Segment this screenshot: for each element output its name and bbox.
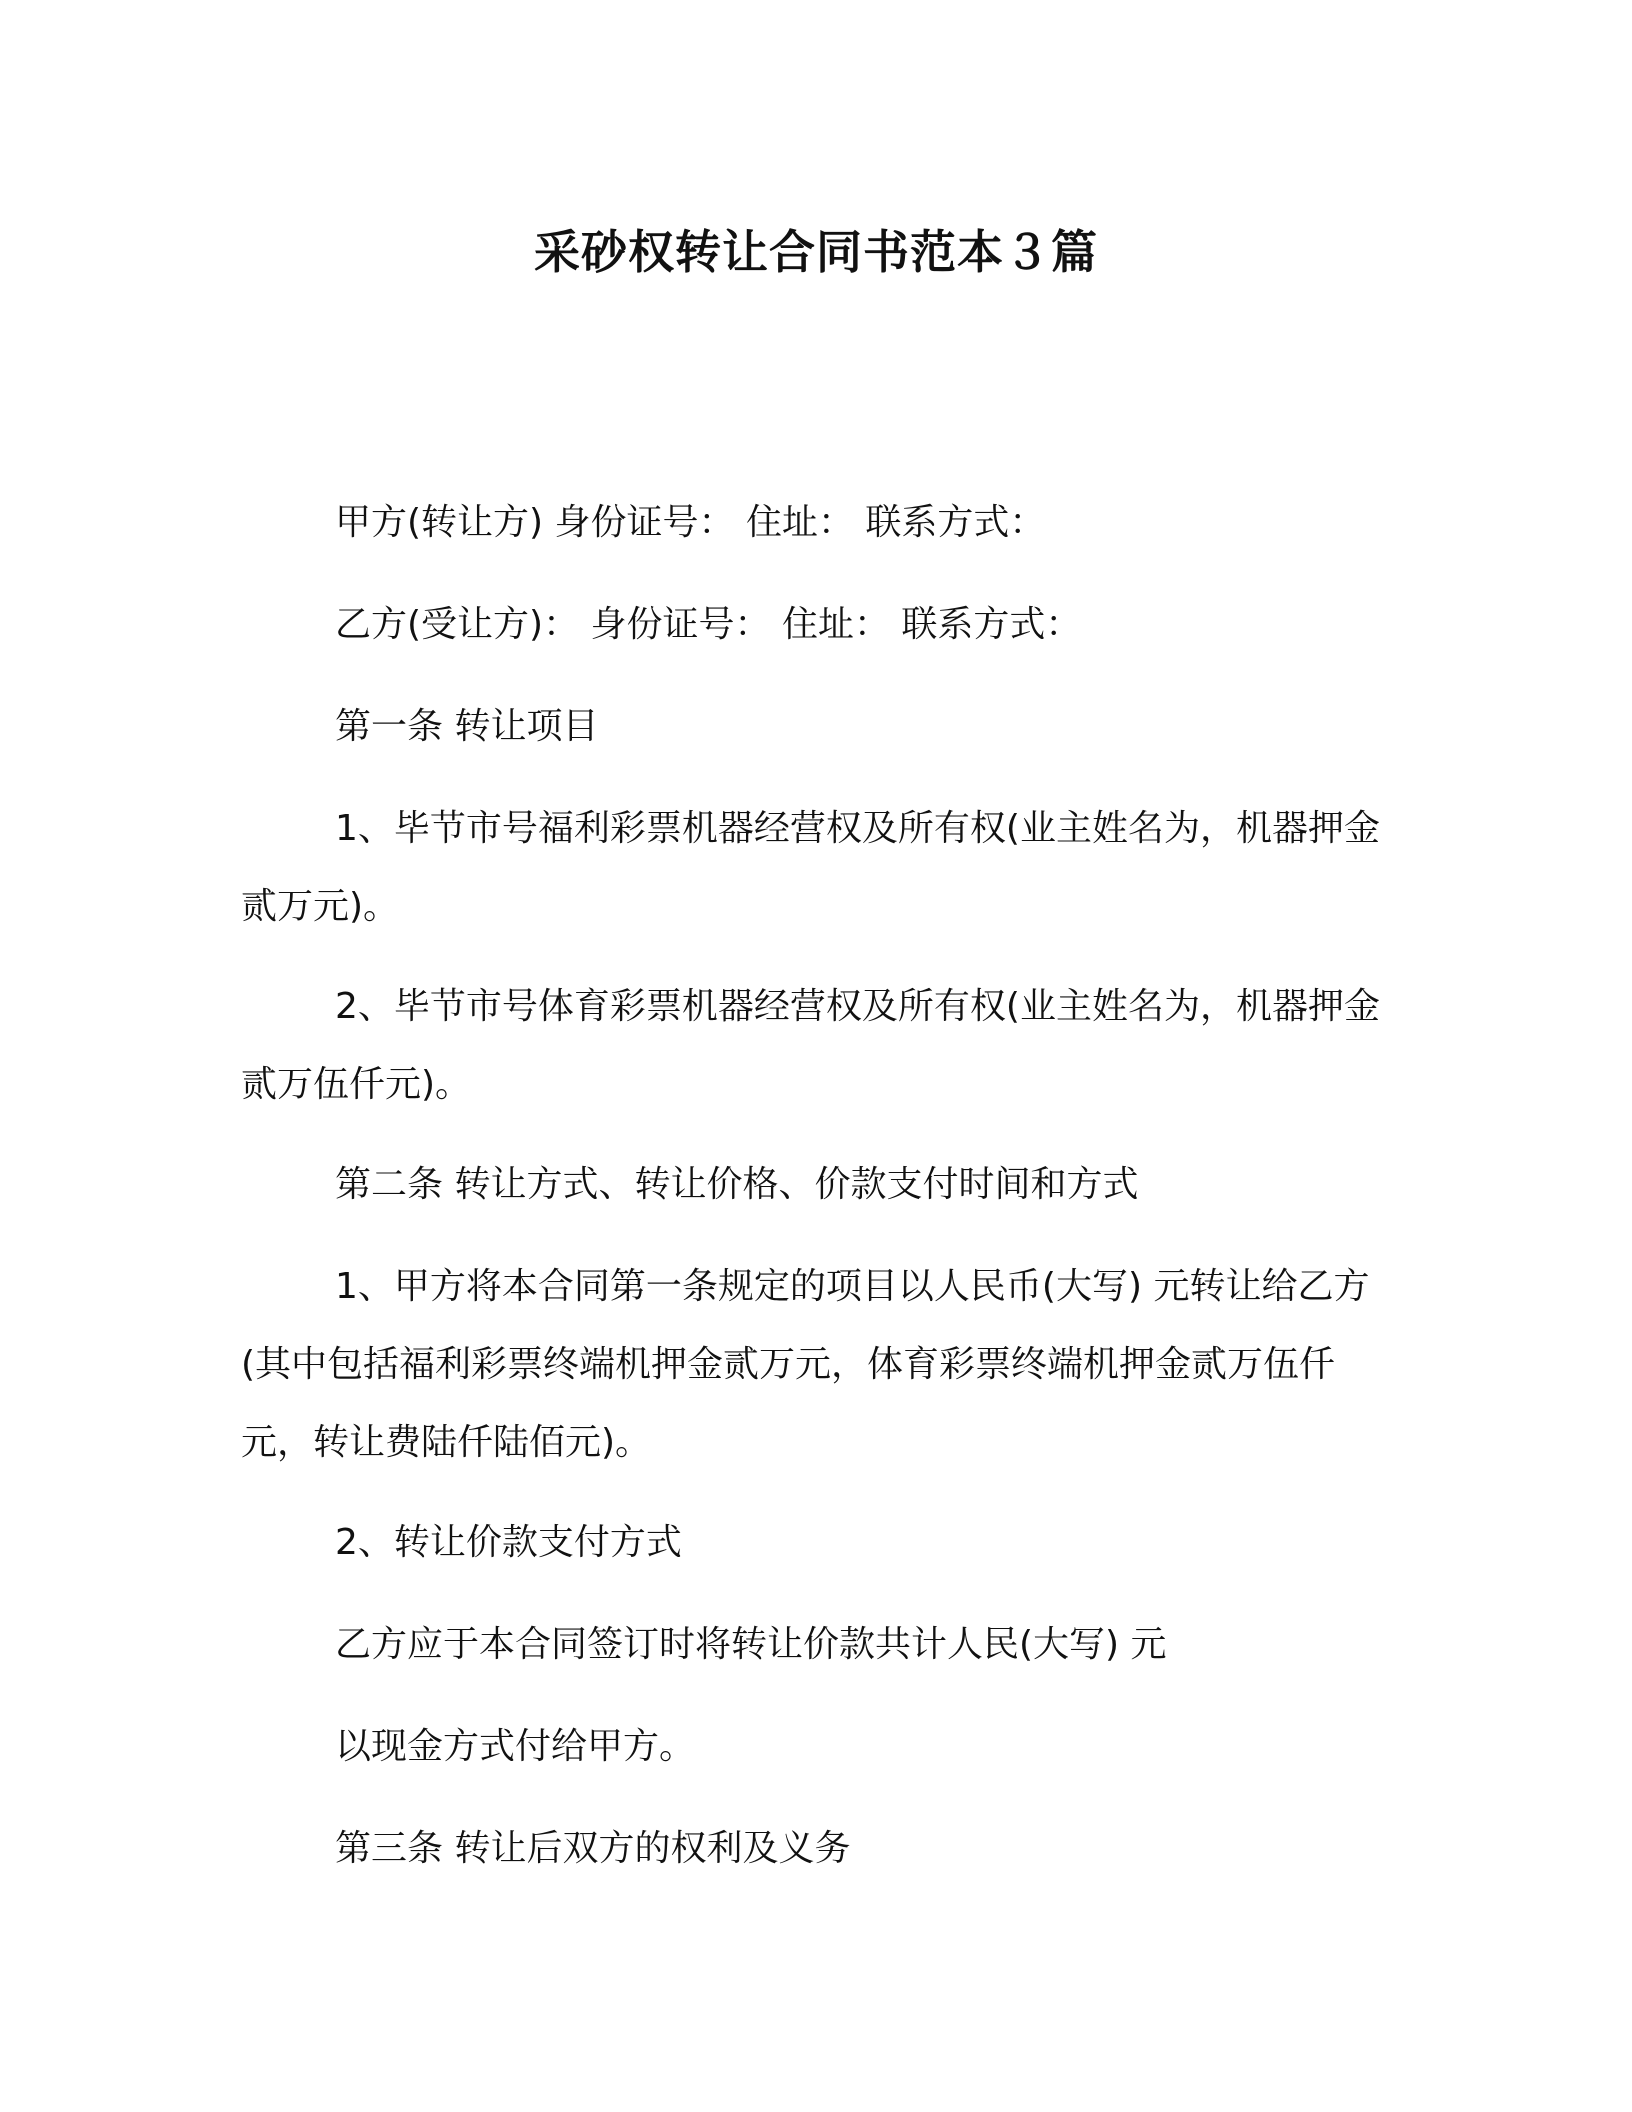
party-a-line: 甲方(转让方) 身份证号： 住址： 联系方式： (335, 502, 1046, 543)
document-title: 采砂权转让合同书范本３篇 (534, 225, 1098, 279)
party-b-line: 乙方(受让方)： 身份证号： 住址： 联系方式： (335, 604, 1082, 645)
article-1-item-2: 2、毕节市号体育彩票机器经营权及所有权(业主姓名为，机器押金贰万伍仟元)。 (241, 986, 1380, 1105)
article-3-heading: 第三条 转让后双方的权利及义务 (335, 1828, 851, 1869)
payment-text-line-1: 乙方应于本合同签订时将转让价款共计人民(大写) 元 (335, 1624, 1167, 1665)
article-2-item-1: 1、甲方将本合同第一条规定的项目以人民币(大写) 元转让给乙方(其中包括福利彩票终端机押金贰万元，体育彩票终端机押金贰万伍仟元，转让费陆仟陆佰元)。 (241, 1266, 1370, 1463)
article-2-heading: 第二条 转让方式、转让价格、价款支付时间和方式 (335, 1164, 1139, 1205)
article-1-heading: 第一条 转让项目 (335, 706, 599, 747)
article-1-item-1: 1、毕节市号福利彩票机器经营权及所有权(业主姓名为，机器押金贰万元)。 (241, 808, 1380, 927)
article-2-item-2: 2、转让价款支付方式 (335, 1522, 682, 1563)
payment-text-line-2: 以现金方式付给甲方。 (335, 1726, 696, 1767)
